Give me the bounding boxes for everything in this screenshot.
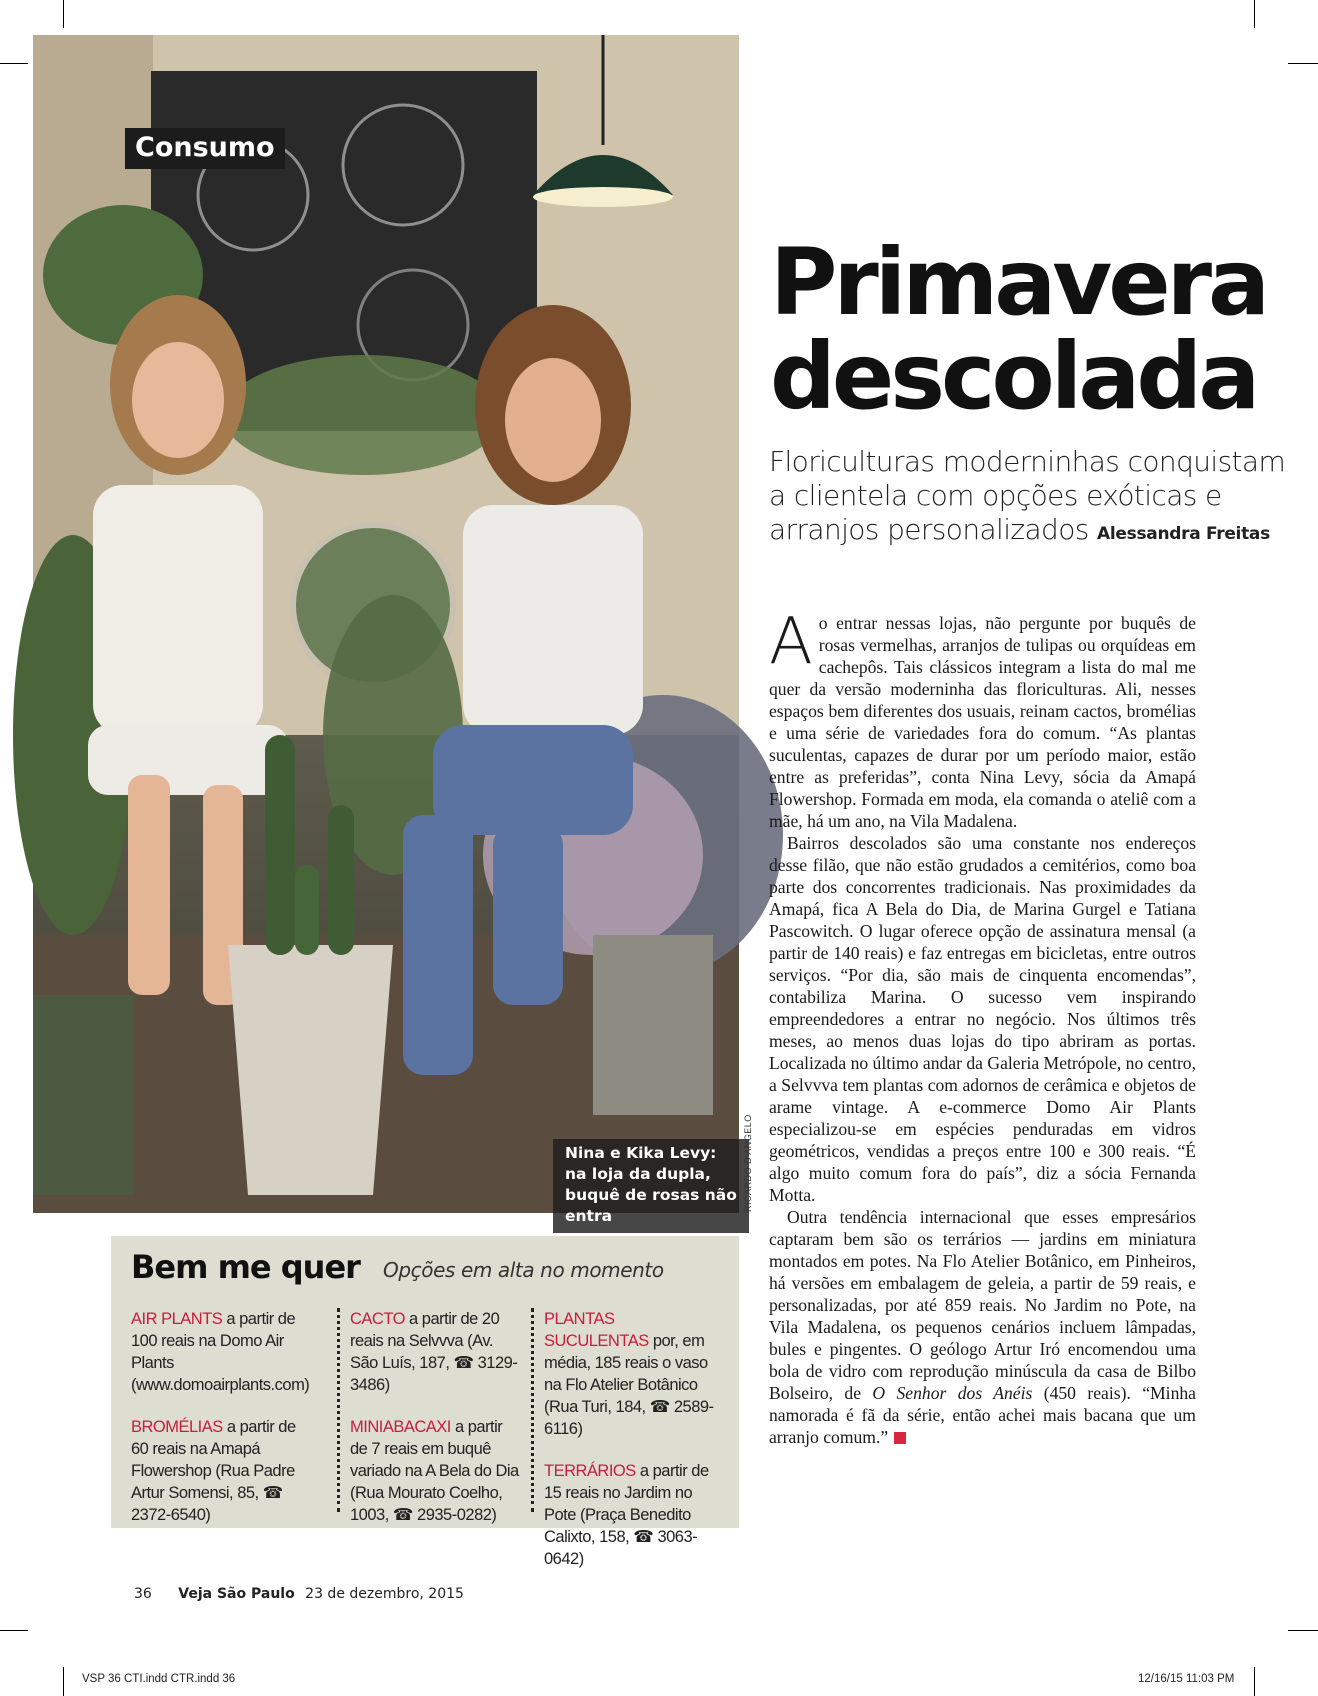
item-text: por, em média, 185 reais o vaso na Flo Atelier Botânico (Rua Turi, 184, ☎ 2589-6116): [544, 1332, 714, 1438]
paragraph: [769, 1206, 1196, 1448]
crop-mark: [63, 0, 64, 28]
paragraph-text: o entrar nessas lojas, não pergunte por buquês de rosas vermelhas, arranjos de tulipas ou orquídeas em cachepôs. Tais clássicos integram a lista do mal me quer da versão moderninha das floriculturas. Ali, nesses espaços bem diferentes dos usuais, reinam cactos, bromélias e uma série de variedades fora do comum. “As plantas suculentas, capazes de durar por um período maior, estão entre as preferidas”, conta Nina Levy, sócia da Amapá Flowershop. Formada em moda, ela comanda o ateliê com a mãe, há um ano, na Vila Madalena.: [769, 613, 1196, 831]
paragraph-text: (450 reais). “Minha namorada é fã da série, então achei mais bacana que um arranjo comum.”: [769, 1383, 1196, 1447]
issue-date: 23 de dezembro, 2015: [305, 1586, 464, 1602]
crop-mark: [63, 1667, 64, 1696]
sidebar-item: [544, 1460, 716, 1570]
sidebar-item: [350, 1308, 522, 1396]
sidebar-item: [131, 1416, 316, 1526]
item-text: a partir de 7 reais em buquê variado na A Bela do Dia (Rua Mourato Coelho, 1003, ☎ 2935-0282): [350, 1418, 519, 1524]
crop-mark: [0, 63, 28, 64]
page-footer: [134, 1586, 464, 1602]
crop-mark: [0, 1630, 28, 1631]
deck: [769, 445, 1289, 551]
sidebar-box: [111, 1236, 739, 1568]
item-text: a partir de 20 reais na Selvvva (Av. São Luís, 187, ☎ 3129-3486): [350, 1310, 518, 1394]
photo-caption: Nina e Kika Levy: na loja da dupla, buquê de rosas não entra: [553, 1139, 749, 1233]
item-text: a partir de 100 reais na Domo Air Plants (www.domoairplants.com): [131, 1310, 310, 1394]
item-name: CACTO: [350, 1310, 405, 1328]
deck-text: Floriculturas moderninhas conquistam a clientela com opções exóticas e arranjos personalizados: [769, 445, 1286, 546]
article-photo: [33, 35, 739, 1225]
item-name: TERRÁRIOS: [544, 1462, 636, 1480]
book-title: O Senhor dos Anéis: [872, 1383, 1033, 1403]
sidebar-title: Bem me quer: [131, 1248, 360, 1286]
crop-mark: [1288, 63, 1318, 64]
print-slug-file: VSP 36 CTI.indd CTR.indd 36: [82, 1673, 236, 1685]
headline: [770, 229, 1290, 430]
sidebar-subtitle: Opções em alta no momento: [383, 1258, 664, 1282]
sidebar-column: [531, 1308, 716, 1568]
crop-mark: [1254, 0, 1255, 28]
crop-mark: [1288, 1630, 1318, 1631]
page-number: 36: [134, 1586, 152, 1602]
dropcap: A: [769, 605, 813, 679]
item-text: a partir de 15 reais no Jardim no Pote (Praça Benedito Calixto, 158, ☎ 3063-0642): [544, 1462, 709, 1568]
byline: Alessandra Freitas: [1097, 524, 1270, 544]
section-tag: Consumo: [125, 128, 285, 169]
sidebar-item: [544, 1308, 716, 1440]
item-name: PLANTAS SUCULENTAS: [544, 1310, 649, 1350]
sidebar-column: [337, 1308, 522, 1524]
sidebar-column: [131, 1308, 316, 1546]
item-name: MINIABACAXI: [350, 1418, 451, 1436]
item-text: a partir de 60 reais na Amapá Flowershop (Rua Padre Artur Somensi, 85, ☎ 2372-6540): [131, 1418, 296, 1524]
magazine-name: Veja São Paulo: [178, 1586, 295, 1602]
photo-credit: RICARDO D'ANGELO: [743, 1114, 753, 1212]
sidebar-item: [131, 1308, 316, 1396]
paragraph: Bairros descolados são uma constante nos endereços desse filão, que não estão grudados a cemitérios, como boa parte dos concorrentes tradicionais. Nas proximidades da Amapá, fica A Bela do Dia, de Marina Gurgel e Tatiana Pascowitch. O lugar oferece opção de assinatura mensal (a partir de 140 reais) e faz entregas em bicicletas, entre outros serviços. “Por dia, são mais de cinquenta encomendas”, contabiliza Marina. O sucesso vem inspirando empreendedores a entrar no negócio. Nos últimos três meses, ao menos duas lojas do tipo abriram as portas. Localizada no último andar da Galeria Metrópole, no centro, a Selvvva tem plantas com adornos de cerâmica e objetos de arame vintage. A e-commerce Domo Air Plants especializou-se em espécies penduradas em vidros geométricos, vendidas a preços entre 100 e 300 reais. “É algo muito comum fora do país”, diz a sócia Fernanda Motta.: [769, 833, 1196, 1205]
end-mark-icon: [894, 1432, 906, 1444]
article-body: [769, 605, 1196, 1448]
photo-illustration: [33, 35, 739, 1213]
print-slug-time: 12/16/15 11:03 PM: [1138, 1673, 1235, 1685]
item-name: AIR PLANTS: [131, 1310, 223, 1328]
headline-line-2: descolada: [770, 323, 1257, 430]
pot-shape: [228, 945, 393, 1195]
paragraph-text: Outra tendência internacional que esses empresários captaram bem são os terrários — jardins em miniatura montados em potes. Na Flo Atelier Botânico, em Pinheiros, há versões em embalagem de geleia, a partir de 59 reais, e personalizadas, por até 859 reais. No Jardim no Pote, na Vila Madalena, os pequenos cenários incluem lâmpadas, bules e pingentes. O geólogo Artur Iró encomendou uma bola de vidro com reprodução minúscula da casa de Bilbo Bolseiro, de: [769, 1207, 1196, 1403]
sidebar-item: [350, 1416, 522, 1526]
crop-mark: [1254, 1667, 1255, 1696]
paragraph: [769, 605, 1196, 832]
headline-line-1: Primavera: [770, 229, 1267, 336]
item-name: BROMÉLIAS: [131, 1418, 223, 1436]
